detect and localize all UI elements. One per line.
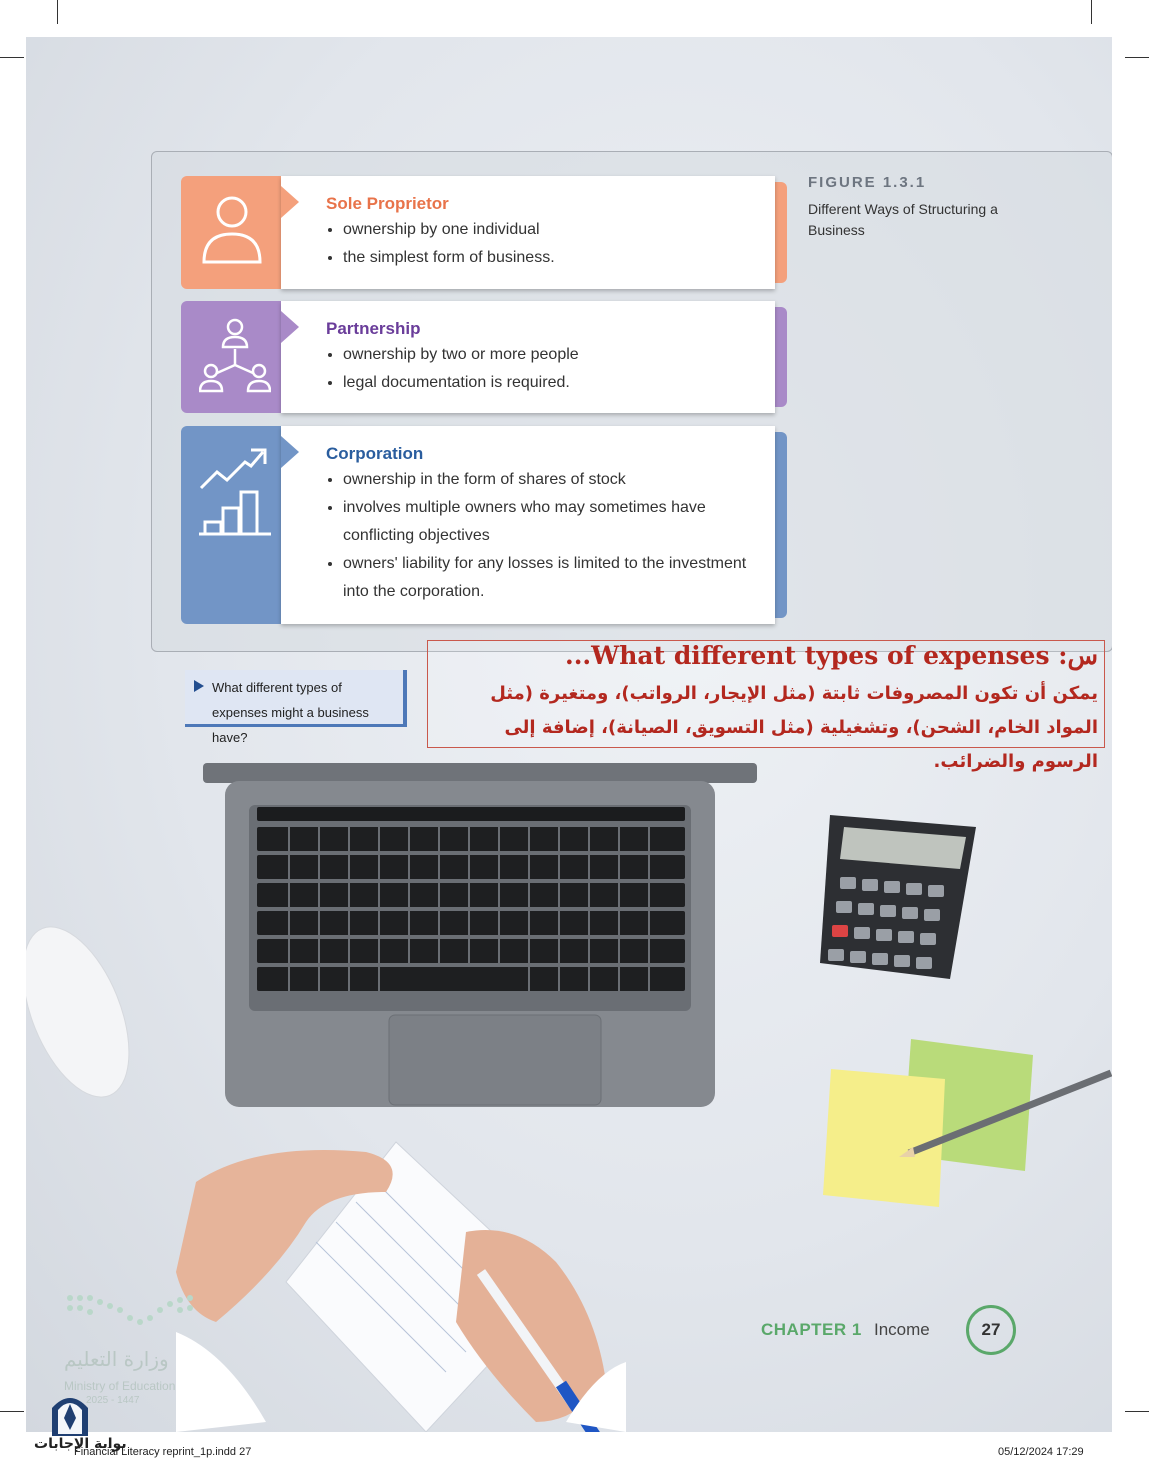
bullet-item: • involves multiple owners who may sometimes have conflicting objectives xyxy=(343,494,763,550)
crop-mark xyxy=(1125,1411,1149,1412)
network-people-icon xyxy=(199,315,271,395)
answer-overlay xyxy=(427,640,1105,772)
crop-mark xyxy=(1125,57,1149,58)
card-bullets xyxy=(321,341,763,397)
play-arrow-icon xyxy=(194,680,204,692)
card-notch xyxy=(281,436,299,468)
print-slug-date: 05/12/2024 17:29 xyxy=(998,1446,1084,1458)
question-text: What different types of expenses might a business have? xyxy=(212,680,369,745)
card-edge xyxy=(773,182,787,283)
card-notch xyxy=(281,311,299,343)
crop-mark xyxy=(0,1411,24,1412)
card-title: Sole Proprietor xyxy=(326,194,449,213)
card-title: Corporation xyxy=(326,444,424,463)
bullet-item: • ownership by one individual xyxy=(343,216,763,244)
ministry-english-name: Ministry of Education xyxy=(64,1379,176,1393)
person-icon xyxy=(199,194,265,266)
card-edge xyxy=(773,432,787,618)
crop-mark xyxy=(57,0,58,24)
card-edge xyxy=(773,307,787,407)
answer-text: يمكن أن تكون المصروفات ثابتة (مثل الإيجار، الرواتب)، ومتغيرة (مثل المواد الخام، الشحن)، وتشغيلية (مثل التسويق، الصيانة)، إضافة إلى الرسوم والضرائب. xyxy=(490,683,1098,772)
textbook-page xyxy=(26,37,1112,1432)
bullet-item: • legal documentation is required. xyxy=(343,369,763,397)
card-notch xyxy=(281,186,299,218)
bullet-item: • the simplest form of business. xyxy=(343,244,763,272)
ministry-logo-icon xyxy=(64,1292,200,1336)
laptop-illustration xyxy=(201,759,761,1111)
growth-chart-icon xyxy=(199,446,271,538)
ministry-arabic-name: وزارة التعليم xyxy=(64,1347,169,1371)
card-corporation xyxy=(181,426,775,624)
crop-mark xyxy=(0,57,24,58)
answer-question: س: What different types of expenses... xyxy=(565,641,1098,670)
card-sole-proprietor xyxy=(181,176,775,289)
figure-label: FIGURE 1.3.1 xyxy=(808,174,927,191)
sticky-notes-illustration xyxy=(821,1035,1112,1215)
crop-mark xyxy=(1091,0,1092,24)
site-logo-icon xyxy=(48,1388,92,1438)
card-partnership xyxy=(181,301,775,413)
card-title: Partnership xyxy=(326,319,421,338)
card-bullets xyxy=(321,216,763,272)
page-number: 27 xyxy=(966,1305,1016,1355)
chapter-title: Income xyxy=(874,1320,930,1339)
bullet-item: • ownership in the form of shares of stock xyxy=(343,466,763,494)
notepad-hands-illustration xyxy=(176,1122,626,1432)
card-bullets xyxy=(321,466,763,606)
chapter-label: CHAPTER 1 xyxy=(761,1320,862,1339)
print-slug-file: Financial Literacy reprint_1p.indd 27 xyxy=(74,1446,252,1458)
question-callout xyxy=(185,670,407,745)
mouse-illustration xyxy=(26,917,136,1107)
figure-caption: Different Ways of Structuring a Business xyxy=(808,201,998,238)
calculator-illustration xyxy=(816,811,986,983)
site-watermark-text: بوابة الإجابات xyxy=(34,1436,127,1452)
bullet-item: • owners' liability for any losses is limited to the investment into the corporation. xyxy=(343,550,763,606)
bullet-item: • ownership by two or more people xyxy=(343,341,763,369)
ministry-year: 2025 - 1447 xyxy=(86,1395,140,1406)
